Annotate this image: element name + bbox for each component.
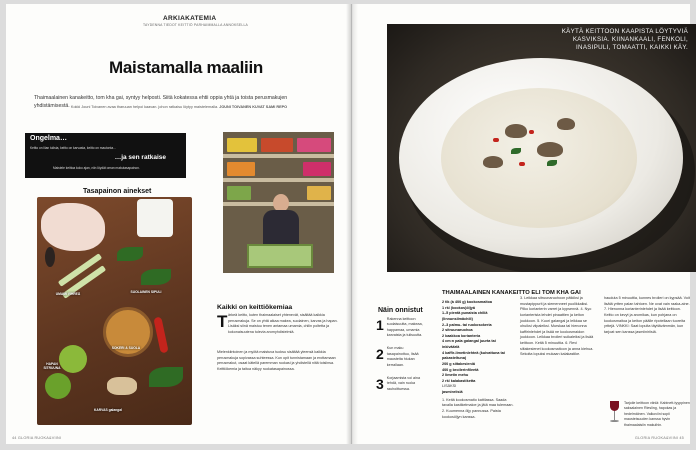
recipe-ingredient: 4 kaffir-limetinlehteä (kuivattuna tai pakasteltuna) bbox=[442, 350, 505, 361]
recipe-ingredient: 2 sitruunaruohoa bbox=[442, 328, 473, 333]
label-hapan: HAPAN SITRUUNA bbox=[43, 362, 61, 370]
recipe-ingredient: 2 rkl kalakastiketta bbox=[442, 378, 476, 383]
recipe-extra: jasminriisiä bbox=[442, 390, 463, 394]
chef-figure bbox=[261, 192, 301, 252]
mushroom bbox=[45, 247, 55, 267]
kitchen-drop-cap: T bbox=[217, 312, 228, 331]
left-page bbox=[6, 4, 351, 444]
recipe-steps-c bbox=[604, 296, 690, 335]
section-subtitle: TAYDENNA TIEDOT KEITTIÖ PARHAIMMALLA ANNOKSELLA bbox=[143, 23, 248, 27]
shelf-goods-2 bbox=[261, 138, 293, 152]
recipe-extra-label: LISÄKSI bbox=[442, 384, 457, 389]
soup-photo bbox=[387, 24, 696, 272]
shelf-goods-3 bbox=[297, 138, 331, 152]
remember-list bbox=[376, 317, 426, 392]
chef-market-photo bbox=[223, 132, 334, 273]
remember-text: Kun maku tasapainottuu, lisää mausteita hiukan kerrallaan. bbox=[386, 346, 419, 367]
footer-left: 44 GLORIA RUOKA&VIINI bbox=[12, 436, 62, 440]
mushroom-3 bbox=[483, 156, 503, 168]
recipe-steps-b: 3. Leikkaa sitruunaruohoon pätkiksi ja mustapippurit ja siemenneet puolikkaiksi. Pilko korianterin varret ja kypsennä. 4. Nyo korianterista lehdet pinaattien ja keiton joukkoon. 5. Kuori galangal ja leikkaa se ohuiksi viipaleiksi. Murskaa tai hienonna kaffirinlehdet ja lisää ne kookosmaidon joukkoon. Leikkaa broileri suikaleiksi ja lisää keittoon. Keitä 5 minuuttia. 6. Revi siitakesienet kookosmaitoon ja anna kiehua. Sekoita lopuksi mukaan kalakastike. bbox=[520, 296, 594, 357]
wine-glass-bowl bbox=[610, 401, 619, 411]
footer-right: GLORIA RUOKA&VIINI 45 bbox=[634, 436, 684, 440]
ingredients-photo bbox=[37, 197, 192, 425]
vegetable-crate bbox=[247, 244, 313, 268]
kitchen-heading: Kaikki on keittiökemiaa bbox=[217, 304, 293, 311]
shelf-goods-7 bbox=[307, 186, 331, 200]
recipe-ingredient: 400 g broilerinfileetä bbox=[442, 367, 479, 372]
wine-tip: Tarjoile keittoon viiniä: Kabinett-tyyppinen saksalainen Riesling, hapokas ja hedelmäinen. Valkoviini sopii mausteisuuden kanssa hyvin thaimaalaisiin makuihin. bbox=[624, 401, 690, 427]
label-umami: UMAMI VIHREÄ bbox=[55, 292, 81, 296]
recipe-ingredient: 2 kaakkoa korianteria bbox=[442, 333, 481, 338]
lime-2 bbox=[45, 373, 71, 399]
remember-item bbox=[376, 376, 426, 392]
remember-num: 2 bbox=[376, 346, 384, 363]
ingredients-title: Tasapainon ainekset bbox=[83, 188, 152, 195]
lead-text-2: Kokki Jouni Toivanen avaa tharuuan helpoi kaavan. johon ratkaisu löytyy maistelemalla. bbox=[70, 105, 219, 109]
label-suolainen: SUOLAINEN SIPULI bbox=[130, 290, 162, 294]
recipe-ingredients bbox=[442, 300, 514, 420]
recipe-title: THAIMAALAINEN KANAKEITTO ELI TOM KHA GAI bbox=[442, 290, 581, 296]
lime bbox=[59, 345, 87, 373]
soup-caption: KÄYTÄ KEITTOON KAAPISTA LÖYTYVIÄ KASVIKSIA. KIINANKAALI, FENKOLI, INASIPULI, TOMAATTI, KAIKKI KÄY. bbox=[561, 28, 688, 51]
kaffir-leaf bbox=[149, 367, 183, 387]
mushroom-4 bbox=[557, 118, 575, 130]
recipe-ingredient: 2 limetin mehu bbox=[442, 373, 469, 378]
chili bbox=[153, 317, 168, 354]
chili-slice-2 bbox=[529, 130, 534, 134]
shelf-goods-4 bbox=[227, 162, 255, 176]
remember-item bbox=[376, 346, 426, 367]
magazine-spread bbox=[6, 4, 690, 444]
shelf-goods-6 bbox=[227, 186, 251, 200]
remember-heading: Näin onnistut bbox=[378, 307, 423, 314]
chili-slice bbox=[493, 138, 499, 142]
solution-text: Maistele keittoa koko ajan, niin löydät oman makutasapainon. bbox=[53, 166, 140, 170]
recipe-ingredient: 2 tlk (à 400 g) kookosmaitoa bbox=[442, 300, 493, 304]
recipe-ingredient: 1 rkl (kookos)öljyä bbox=[442, 305, 475, 310]
shelf-goods bbox=[227, 138, 257, 152]
problem-text: Keitto on liian tulista, keitto on karvasta, keitto on mautonta… bbox=[30, 146, 117, 150]
problem-box bbox=[25, 133, 186, 178]
section-tag: ARKIAKATEMIA bbox=[163, 15, 217, 22]
herb-2 bbox=[547, 160, 557, 166]
kitchen-body: ärkeä keitto, kuten thaimaalaiset yhtenevät, sisältää kaikkia perusmakuja. Se on yhtä aikaa makea, suolainen, karvas ja hapan. Lisäksi siinä maistuu tenen antamaa umamia, chilin poltetta ja kokonaisuutena tulevia aromyhdistelmiä. bbox=[228, 313, 338, 334]
herb-leaf-2 bbox=[141, 269, 171, 285]
remember-num: 1 bbox=[376, 317, 384, 333]
recipe-ingredient: 4 cm:n pala galangal juurta tai inkivääriä bbox=[442, 339, 496, 349]
shelf-goods-5 bbox=[303, 162, 331, 176]
problem-heading: Ongelma… bbox=[30, 135, 67, 142]
recipe-ingredient: 1–5 pientä punaista chiliä (linnunsilmächili) bbox=[442, 311, 488, 321]
kitchen-body-2: Mielenkiintoinen ja myötä maistuva tuoksu sisältää yleensä kaikkia perusmakuja sopivassa suhteessa. Kun opit tunnistamaan ja erottamaan perusmakut, osaat kätellä paremman ruokasi ja yhdistellä niitä toisiinsa. Keittiökemia ja taitoa näkyy ruokatasapainossa. bbox=[217, 350, 336, 371]
remember-text: Rakenna keittoon suolaisuutta, makeaa, happamaa, umamia karvaista ja tulisuutta. bbox=[386, 317, 423, 338]
remember-num: 3 bbox=[376, 375, 384, 392]
chili-slice-3 bbox=[519, 162, 525, 166]
shelf bbox=[223, 154, 334, 158]
solution-heading: …ja sen ratkaise bbox=[114, 154, 166, 161]
shelf-2 bbox=[223, 178, 334, 182]
recipe-steps-c-text: hauduta 5 minuuttia, kunnes broileri on kypsää. Voit lisätä yrtten palan tahtoen. Ne ovat vain raaka-aine. 7. Hienonna korianterinlehdet ja lisää keittoon. Keitto on kevyt ja aromikas, kun pohjana on kookosmaitoa ja keiton päälle ripotellaan tuoreita yrttejä. VINKKI: Saat lopulta täyttävämmän, kun tarjoat sen kanssa jasmiiniriisiä. bbox=[604, 296, 690, 334]
mushroom-2 bbox=[537, 142, 563, 157]
chicken-image bbox=[41, 203, 105, 251]
article-lead-2 bbox=[34, 104, 324, 110]
remember-item bbox=[376, 317, 426, 338]
article-credit: JOUNI TOIVANEN KUVAT SAMI REPO bbox=[219, 105, 288, 109]
galangal bbox=[107, 377, 137, 395]
recipe-ingredient: 2–3 palmu- tai ruokosokeria bbox=[442, 322, 492, 327]
article-lead: Thaimaalainen kanakeitto, tom kha gai, syntyy helposti. Siitä kokatessa ehtii oppia yhtä ja toista perusmakujen yhdistämisestä. bbox=[34, 95, 288, 110]
label-karvas: KARVAS galangal bbox=[94, 408, 122, 412]
wine-glass-foot bbox=[610, 420, 619, 422]
herb-leaf bbox=[117, 247, 143, 261]
remember-text: Korjaamista voi aina tehdä, vain ruoka rauhoittuessa. bbox=[386, 375, 421, 391]
article-title: Maistamalla maaliin bbox=[109, 58, 263, 77]
recipe-steps-a: 1. Keitä kookosmaito kattilassa. Saada tavalla kastikelmaloe ja jätä maa tulemaan. 2. Kuumenna öljy pannussa. Paista kookosöljyn kanssa. bbox=[442, 397, 514, 419]
label-makea: SOKERI & SUOLA bbox=[111, 346, 141, 350]
mushroom bbox=[505, 124, 527, 138]
soup-broth bbox=[441, 88, 637, 228]
wine-glass-icon bbox=[609, 401, 620, 427]
recipe-ingredient: 200 g siitakesieniä bbox=[442, 361, 475, 366]
herb bbox=[511, 148, 521, 154]
coconut-milk-glass bbox=[137, 199, 173, 237]
wine-glass-stem bbox=[614, 411, 615, 420]
